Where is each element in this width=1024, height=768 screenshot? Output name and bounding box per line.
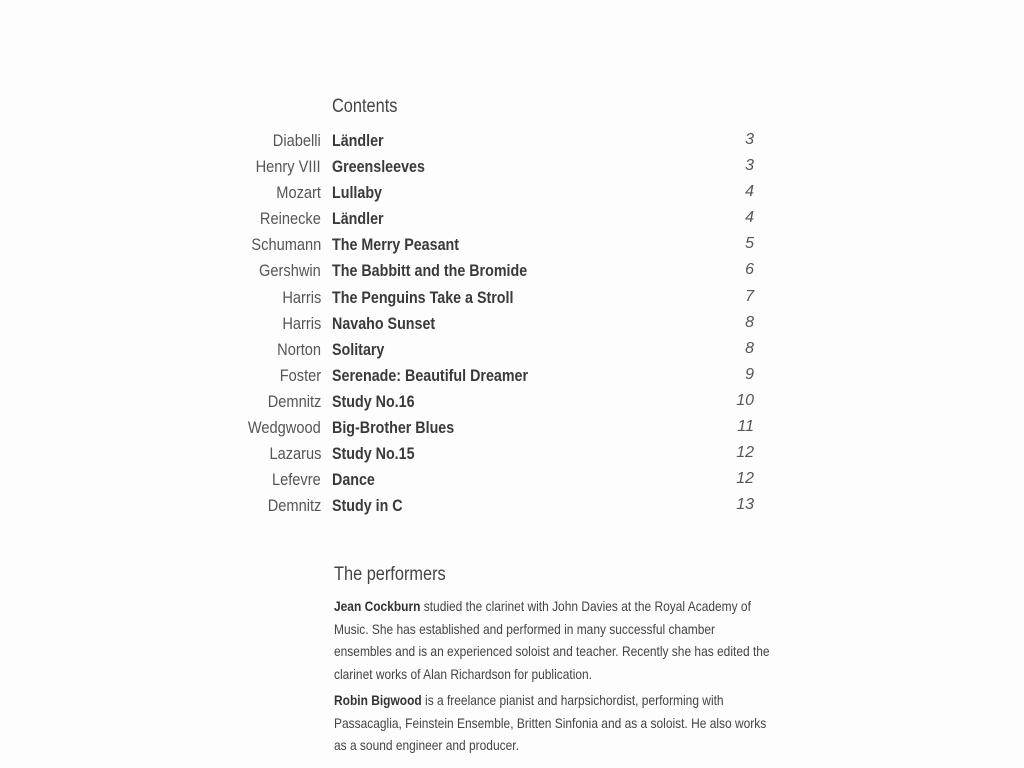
page-number: 7	[745, 287, 754, 305]
contents-list	[0, 131, 1024, 522]
piece-title: Navaho Sunset	[332, 313, 436, 333]
contents-entry	[0, 261, 1024, 287]
page-number: 5	[745, 235, 754, 253]
contents-entry	[0, 314, 1024, 340]
composer-name: Mozart	[276, 183, 321, 203]
piece-title: Lullaby	[332, 183, 382, 203]
piece-title: Greensleeves	[332, 157, 425, 177]
contents-entry	[0, 131, 1024, 157]
piece-title: Study No.15	[332, 444, 415, 464]
performer-bio	[334, 596, 774, 686]
page-number: 13	[736, 496, 754, 514]
piece-title: The Merry Peasant	[332, 235, 459, 255]
performer-bio-text: is a freelance pianist and harpsichordist, performing with Passacaglia, Feinstein Ensemble, Britten Sinfonia and as a soloist. He also works as a sound engineer and producer.	[334, 693, 767, 754]
composer-name: Harris	[282, 313, 321, 333]
page-number: 4	[745, 209, 754, 227]
contents-entry	[0, 496, 1024, 522]
composer-name: Reinecke	[260, 209, 321, 229]
piece-title: Ländler	[332, 131, 384, 150]
composer-name: Wedgwood	[248, 418, 321, 438]
composer-name: Henry VIII	[255, 157, 321, 177]
piece-title: Serenade: Beautiful Dreamer	[332, 365, 529, 385]
performer-bio-text: studied the clarinet with John Davies at the Royal Academy of Music. She has established and performed in many successful chamber ensembles and is an experienced soloist and teacher. Recently she has edited the clarinet works of Alan Richardson for publication.	[334, 599, 770, 682]
page-number: 12	[736, 470, 754, 488]
page-number: 10	[736, 391, 754, 409]
piece-title: The Penguins Take a Stroll	[332, 287, 514, 307]
page-number: 4	[745, 183, 754, 201]
piece-title: The Babbitt and the Bromide	[332, 261, 528, 281]
composer-name: Foster	[279, 365, 321, 385]
piece-title: Big-Brother Blues	[332, 418, 455, 438]
performer-name: Robin Bigwood	[334, 693, 422, 708]
composer-name: Demnitz	[267, 496, 321, 516]
page-number: 8	[745, 339, 754, 357]
page-number: 3	[745, 131, 754, 148]
performer-name: Jean Cockburn	[334, 599, 421, 614]
page-number: 12	[736, 444, 754, 462]
page-number: 9	[745, 365, 754, 383]
page-number: 3	[745, 157, 754, 175]
contents-entry	[0, 418, 1024, 444]
contents-entry	[0, 470, 1024, 496]
composer-name: Diabelli	[273, 131, 321, 150]
contents-entry	[0, 183, 1024, 209]
composer-name: Lazarus	[268, 444, 321, 464]
page-number: 11	[737, 418, 754, 436]
contents-entry	[0, 340, 1024, 366]
contents-entry	[0, 209, 1024, 235]
contents-entry	[0, 444, 1024, 470]
contents-entry	[0, 366, 1024, 392]
piece-title: Dance	[332, 470, 375, 490]
page-number: 6	[745, 261, 754, 279]
piece-title: Solitary	[332, 339, 385, 359]
composer-name: Schumann	[251, 235, 321, 255]
performer-bio	[334, 690, 774, 758]
contents-entry	[0, 288, 1024, 314]
page-number: 8	[745, 313, 754, 331]
composer-name: Norton	[277, 339, 321, 359]
piece-title: Study in C	[332, 496, 403, 516]
composer-name: Harris	[282, 287, 321, 307]
composer-name: Gershwin	[259, 261, 321, 281]
contents-heading: Contents	[332, 96, 398, 117]
performers-heading: The performers	[334, 564, 446, 585]
composer-name: Demnitz	[267, 391, 321, 411]
piece-title: Study No.16	[332, 391, 415, 411]
contents-entry	[0, 157, 1024, 183]
composer-name: Lefevre	[272, 470, 321, 490]
contents-entry	[0, 235, 1024, 261]
piece-title: Ländler	[332, 209, 384, 229]
contents-entry	[0, 392, 1024, 418]
